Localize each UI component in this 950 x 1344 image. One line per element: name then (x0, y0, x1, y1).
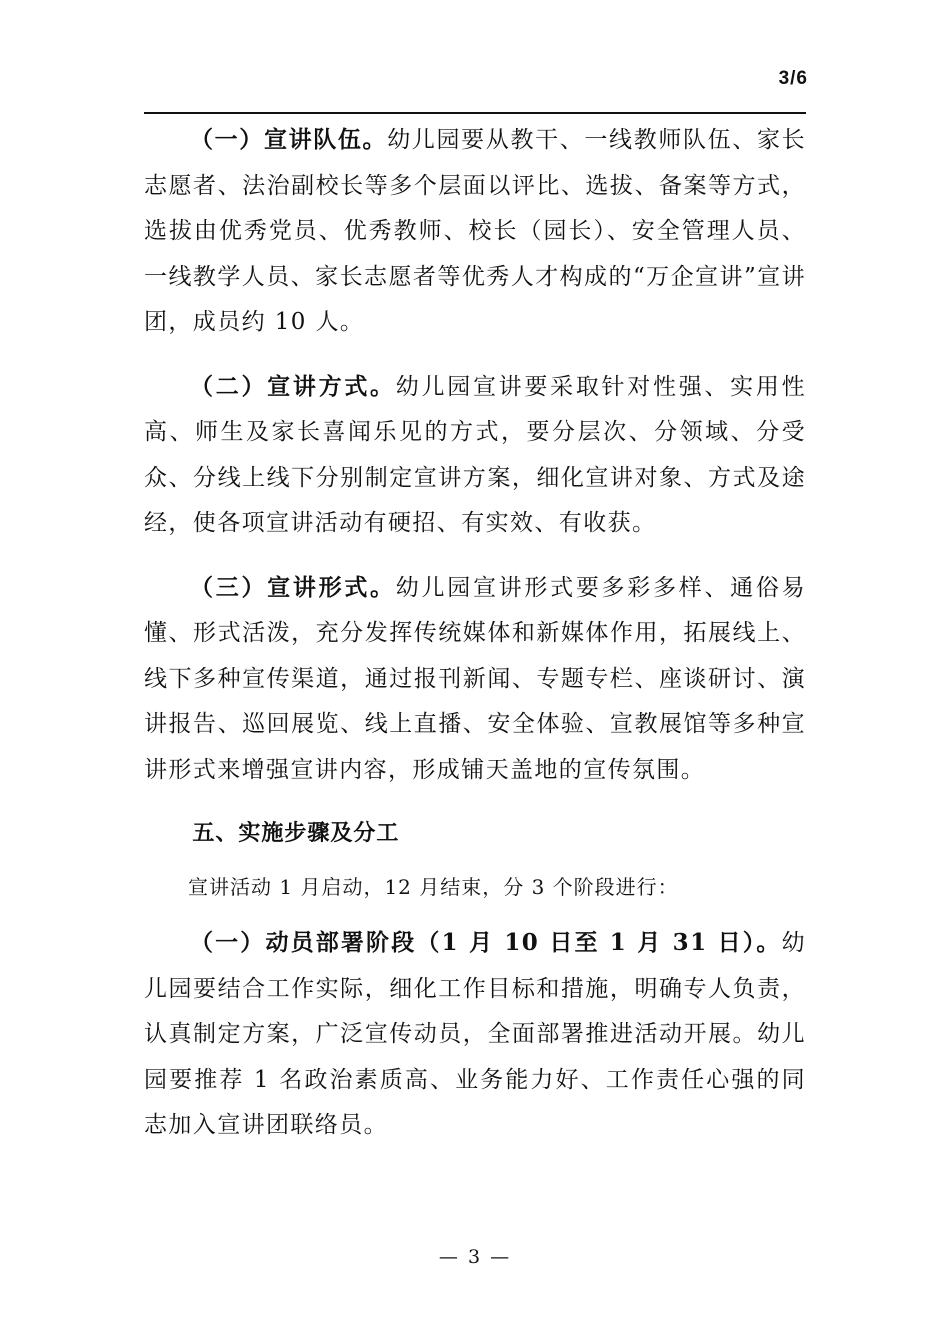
paragraph-stage-one (144, 920, 806, 1149)
page-counter: 3/6 (778, 68, 808, 89)
section-intro: 宣讲活动 1 月启动，12 月结束，分 3 个阶段进行： (188, 874, 679, 899)
paragraph-team-body: 幼儿园要从教干、一线教师队伍、家长志愿者、法治副校长等多个层面以评比、选拔、备案等方式，选拔由优秀党员、优秀教师、校长（园长）、安全管理人员、一线教学人员、家长志愿者等优秀人才构成的“万企宣讲”宣讲团，成员约 10 人。 (144, 127, 806, 335)
paragraph-form-body: 幼儿园宣讲形式要多彩多样、通俗易懂、形式活泼，充分发挥传统媒体和新媒体作用，拓展线上、线下多种宣传渠道，通过报刊新闻、专题专栏、座谈研讨、演讲报告、巡回展览、线上直播、安全体验、宣教展馆等多种宣讲形式来增强宣讲内容，形成铺天盖地的宣传氛围。 (144, 574, 807, 783)
paragraph-method-lead: （二）宣讲方式。 (190, 372, 396, 400)
paragraph-form-lead: （三）宣讲形式。 (190, 573, 396, 601)
paragraph-method (144, 364, 806, 547)
paragraph-team (144, 117, 806, 346)
section-heading: 五、实施步骤及分工 (192, 821, 400, 846)
paragraph-team-lead: （一）宣讲队伍。 (190, 126, 388, 153)
paragraph-stage-one-body: 幼儿园要结合工作实际，细化工作目标和措施，明确专人负责，认真制定方案，广泛宣传动员，全面部署推进活动开展。幼儿园要推荐 1 名政治素质高、业务能力好、工作责任心强的同志加入宣讲团联络员。 (144, 930, 806, 1138)
paragraph-method-body: 幼儿园宣讲要采取针对性强、实用性高、师生及家长喜闻乐见的方式，要分层次、分领域、分受众、分线上线下分别制定宣讲方案，细化宣讲对象、方式及途经，使各项宣讲活动有硬招、有实效、有收获。 (144, 373, 807, 536)
document-body (144, 117, 806, 1149)
header-divider (144, 112, 806, 114)
paragraph-stage-one-lead: （一）动员部署阶段（1 月 10 日至 1 月 31 日）。 (190, 929, 782, 956)
footer-page-number: — 3 — (438, 1246, 512, 1268)
paragraph-form (144, 565, 806, 794)
